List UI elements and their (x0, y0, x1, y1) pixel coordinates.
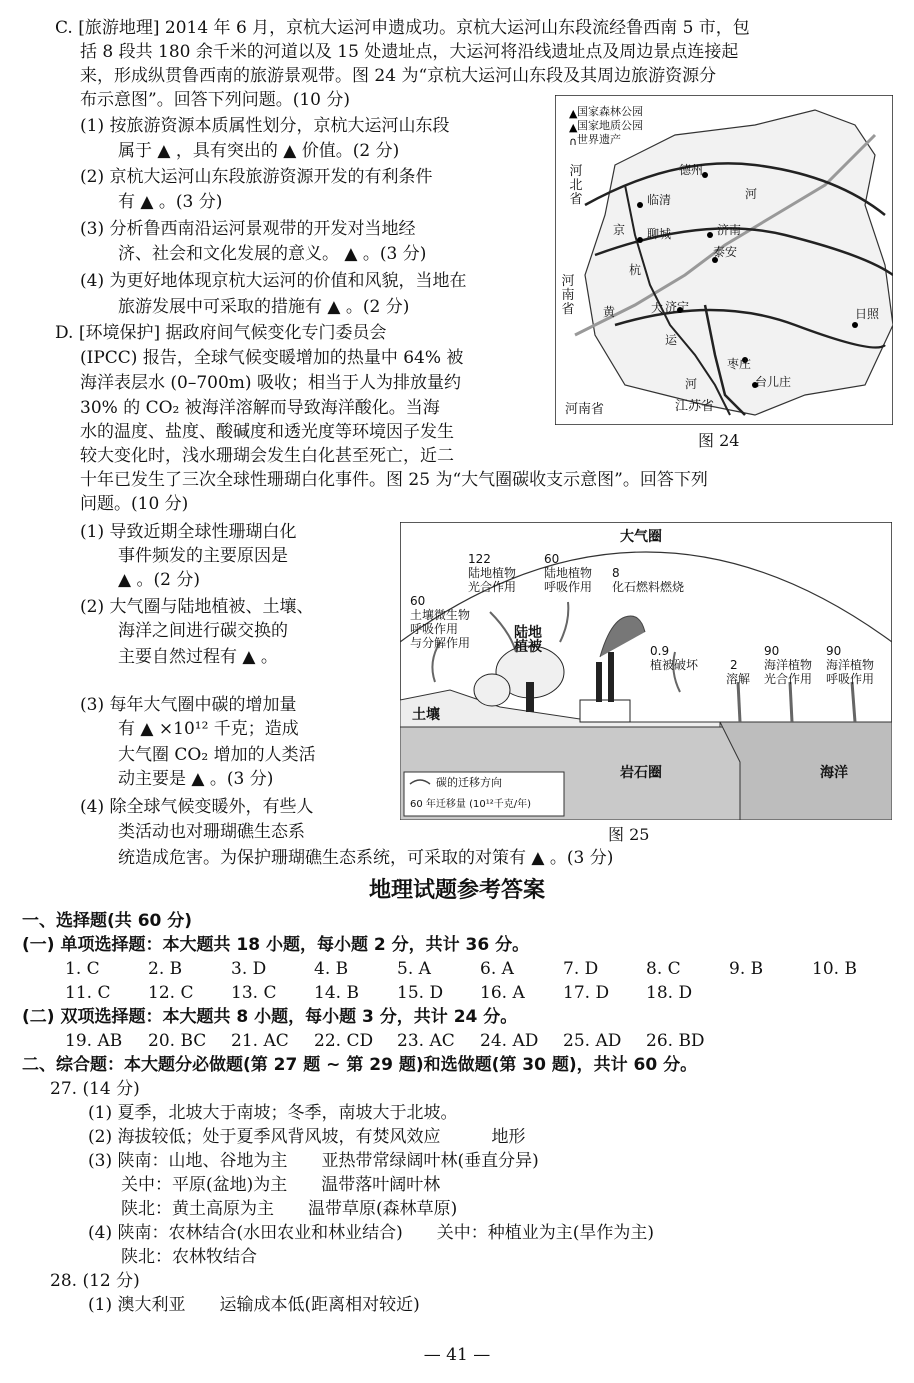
qd-line-4: 30% 的 CO₂ 被海洋溶解而导致海洋酸化。当海 (80, 398, 440, 418)
qd-line-2: (IPCC) 报告，全球气候变暖增加的热量中 64% 被 (80, 348, 464, 368)
qd-line-3: 海洋表层水 (0–700m) 吸收；相当于人为排放量约 (80, 373, 461, 393)
flow-4-label3: 与分解作用 (410, 636, 471, 650)
flow-5-label1: 植被破坏 (650, 658, 699, 672)
flow-1-value: 122 (468, 552, 491, 566)
qc-item-3b: 济、社会和文化发展的意义。 ▲ 。(3 分) (118, 244, 427, 264)
qd-line-1: D. [环境保护] 据政府间气候变化专门委员会 (55, 323, 387, 343)
svg-text:▲: ▲ (569, 107, 578, 120)
ans-5: 5. A (397, 959, 431, 979)
q27-line-7: 陕北：农林牧结合 (121, 1247, 257, 1267)
qc-line-1: C. [旅游地理] 2014 年 6 月，京杭大运河申遗成功。京杭大运河山东段流经鲁西南 5 市，包 (55, 18, 750, 38)
figure-24-caption: 图 24 (698, 431, 740, 450)
qd-item-1: (1) 导致近期全球性珊瑚白化 (80, 522, 297, 542)
qd-item-4c: 统造成危害。为保护珊瑚礁生态系统，可采取的对策有 ▲ 。(3 分) (118, 848, 614, 868)
ans-3: 3. D (231, 959, 267, 979)
ans-18: 18. D (646, 983, 693, 1003)
river-char-he: 河 (745, 187, 758, 201)
flow-4-value: 60 (410, 594, 426, 608)
flow-1-label2: 光合作用 (468, 580, 517, 594)
q27-line-5: 陕北：黄土高原为主 温带草原(森林草原) (121, 1199, 458, 1219)
qd-item-3b: 有 ▲ ×10¹² 千克；造成 (118, 719, 299, 739)
ans-12: 12. C (148, 983, 194, 1003)
place-rizhao: 日照 (855, 307, 880, 321)
label-land-vegetation: 陆地植被 (514, 625, 542, 655)
ans-22: 22. CD (314, 1031, 374, 1051)
ans-20: 20. BC (148, 1031, 207, 1051)
qd-line-5: 水的温度、盐度、酸碱度和透光度等环境因子发生 (80, 422, 454, 442)
qd-item-4b: 类活动也对珊瑚礁生态系 (118, 822, 305, 842)
ans-15: 15. D (397, 983, 444, 1003)
ans-25: 25. AD (563, 1031, 622, 1051)
answers-q28: 28. (12 分) (50, 1271, 140, 1291)
legend-geo-park: 国家地质公园 (577, 119, 643, 132)
flow-1-label1: 陆地植物 (468, 566, 517, 580)
ans-10: 10. B (812, 959, 857, 979)
ans-19: 19. AB (65, 1031, 123, 1051)
label-lithosphere: 岩石圈 (620, 765, 662, 781)
q27-line-6: (4) 陕南：农林结合(水田农业和林业结合) 关中：种植业为主(旱作为主) (88, 1223, 655, 1243)
ans-24: 24. AD (480, 1031, 539, 1051)
flow-2-value: 60 (544, 552, 560, 566)
region-hebei: 河北省 (569, 164, 583, 207)
ans-16: 16. A (480, 983, 525, 1003)
canal-char-yun: 运 (665, 333, 678, 347)
region-henan-south: 河南省 (565, 402, 605, 417)
qc-item-4: (4) 为更好地体现京杭大运河的价值和风貌，当地在 (80, 271, 467, 291)
qc-item-3: (3) 分析鲁西南沿运河景观带的开发对当地经 (80, 219, 416, 239)
canal-char-he: 河 (685, 377, 698, 391)
label-atmosphere: 大气圈 (620, 529, 662, 545)
qd-item-4: (4) 除全球气候变暖外，有些人 (80, 797, 314, 817)
place-liaocheng: 聊城 (647, 227, 672, 241)
flow-3-label1: 化石燃料燃烧 (612, 580, 685, 594)
flow-4-label2: 呼吸作用 (410, 622, 459, 636)
svg-text:▲: ▲ (569, 121, 578, 134)
label-soil: 土壤 (412, 707, 440, 723)
flow-4-label1: 土壤微生物 (410, 608, 471, 622)
q27-line-3: (3) 陕南：山地、谷地为主 亚热带常绿阔叶林(垂直分异) (88, 1151, 539, 1171)
place-jining: 济宁 (665, 300, 690, 314)
flow-3-value: 8 (612, 566, 620, 580)
flow-5-value: 0.9 (650, 644, 670, 658)
place-linqing: 临清 (647, 193, 672, 207)
river-char-huang: 黄 (603, 305, 616, 319)
qd-item-1b: 事件频发的主要原因是 (118, 546, 288, 566)
qc-item-2b: 有 ▲ 。(3 分) (118, 192, 223, 212)
q27-line-2: (2) 海拔较低；处于夏季风背风坡，有焚风效应 地形 (88, 1127, 526, 1147)
ans-9: 9. B (729, 959, 764, 979)
flow-8-value: 90 (826, 644, 842, 658)
legend-world-heritage: 世界遗产 (577, 133, 621, 146)
label-ocean: 海洋 (820, 765, 848, 781)
canal-char-da: 大 (651, 301, 664, 315)
qd-item-1c: ▲ 。(2 分) (118, 570, 200, 590)
answers-q27: 27. (14 分) (50, 1079, 140, 1099)
legend-forest-park: 国家森林公园 (577, 105, 643, 118)
answers-title: 地理试题参考答案 (368, 878, 545, 903)
ans-1: 1. C (65, 959, 100, 979)
flow-8-label1: 海洋植物 (826, 658, 875, 672)
figure-25-diagram (400, 522, 892, 820)
place-zaozhuang: 枣庄 (727, 357, 752, 371)
flow-7-label2: 光合作用 (764, 672, 813, 686)
ans-7: 7. D (563, 959, 599, 979)
qd-item-2b: 海洋之间进行碳交换的 (118, 621, 288, 641)
place-jinan: 济南 (717, 223, 742, 237)
region-henan-west: 河南省 (561, 274, 575, 317)
qc-item-2: (2) 京杭大运河山东段旅游资源开发的有利条件 (80, 167, 433, 187)
qd-item-3: (3) 每年大气圈中碳的增加量 (80, 695, 297, 715)
svg-text:∩: ∩ (569, 135, 578, 148)
figure-24-map (555, 95, 893, 425)
qc-item-4b: 旅游发展中可采取的措施有 ▲ 。(2 分) (118, 297, 410, 317)
ans-21: 21. AC (231, 1031, 289, 1051)
flow-6-label1: 溶解 (726, 672, 751, 686)
q27-line-4: 关中：平原(盆地)为主 温带落叶阔叶林 (121, 1175, 441, 1195)
answers-sec1a: (一) 单项选择题：本大题共 18 小题，每小题 2 分，共计 36 分。 (22, 935, 530, 955)
page-number: — 41 — (423, 1345, 491, 1365)
legend-arrow-label: 碳的迁移方向 (436, 776, 502, 789)
flow-7-value: 90 (764, 644, 780, 658)
answers-sec1b: (二) 双项选择题：本大题共 8 小题，每小题 3 分，共计 24 分。 (22, 1007, 518, 1027)
qc-line-2: 括 8 段共 180 余千米的河道以及 15 处遗址点，大运河将沿线遗址点及周边景点连接起 (80, 42, 739, 62)
ans-26: 26. BD (646, 1031, 705, 1051)
ans-8: 8. C (646, 959, 681, 979)
qd-item-3c: 大气圈 CO₂ 增加的人类活 (118, 745, 316, 765)
canal-char-jing: 京 (613, 223, 626, 237)
ans-13: 13. C (231, 983, 277, 1003)
qc-item-1b: 属于 ▲ ，具有突出的 ▲ 价值。(2 分) (118, 141, 400, 161)
flow-2-label2: 呼吸作用 (544, 580, 593, 594)
flow-8-label2: 呼吸作用 (826, 672, 875, 686)
qc-line-3: 来，形成纵贯鲁西南的旅游景观带。图 24 为“京杭大运河山东段及其周边旅游资源分 (80, 66, 717, 86)
q28-line-1: (1) 澳大利亚 运输成本低(距离相对较近) (88, 1295, 420, 1315)
place-taian: 泰安 (713, 245, 738, 259)
qd-item-2: (2) 大气圈与陆地植被、土壤、 (80, 597, 314, 617)
ans-17: 17. D (563, 983, 610, 1003)
qc-line-4: 布示意图”。回答下列问题。(10 分) (80, 90, 350, 110)
figure-25-caption: 图 25 (608, 825, 650, 844)
legend-value-label: 60 年迁移量 (10¹²千克/年) (410, 799, 531, 810)
flow-6-value: 2 (730, 658, 738, 672)
q27-line-1: (1) 夏季，北坡大于南坡；冬季，南坡大于北坡。 (88, 1103, 458, 1123)
ans-11: 11. C (65, 983, 111, 1003)
qd-line-6: 较大变化时，浅水珊瑚会发生白化甚至死亡，近二 (80, 446, 454, 466)
flow-7-label1: 海洋植物 (764, 658, 813, 672)
place-taierzhuang: 台儿庄 (755, 375, 792, 389)
ans-23: 23. AC (397, 1031, 455, 1051)
canal-char-hang: 杭 (629, 263, 642, 277)
ans-14: 14. B (314, 983, 359, 1003)
answers-sec2: 二、综合题：本大题分必做题(第 27 题 ~ 第 29 题)和选做题(第 30 题)，共计 60 分。 (22, 1055, 698, 1075)
ans-6: 6. A (480, 959, 514, 979)
place-dezhou: 德州 (679, 163, 704, 177)
qd-line-7: 十年已发生了三次全球性珊瑚白化事件。图 25 为“大气圈碳收支示意图”。回答下列 (80, 470, 708, 490)
ans-2: 2. B (148, 959, 183, 979)
region-jiangsu: 江苏省 (675, 399, 715, 414)
ans-4: 4. B (314, 959, 349, 979)
qd-item-2c: 主要自然过程有 ▲ 。 (118, 647, 278, 667)
qc-item-1: (1) 按旅游资源本质属性划分，京杭大运河山东段 (80, 116, 450, 136)
flow-2-label1: 陆地植物 (544, 566, 593, 580)
qd-item-3d: 动主要是 ▲ 。(3 分) (118, 769, 274, 789)
qd-line-8: 问题。(10 分) (80, 494, 189, 514)
answers-sec1: 一、选择题(共 60 分) (22, 911, 193, 931)
